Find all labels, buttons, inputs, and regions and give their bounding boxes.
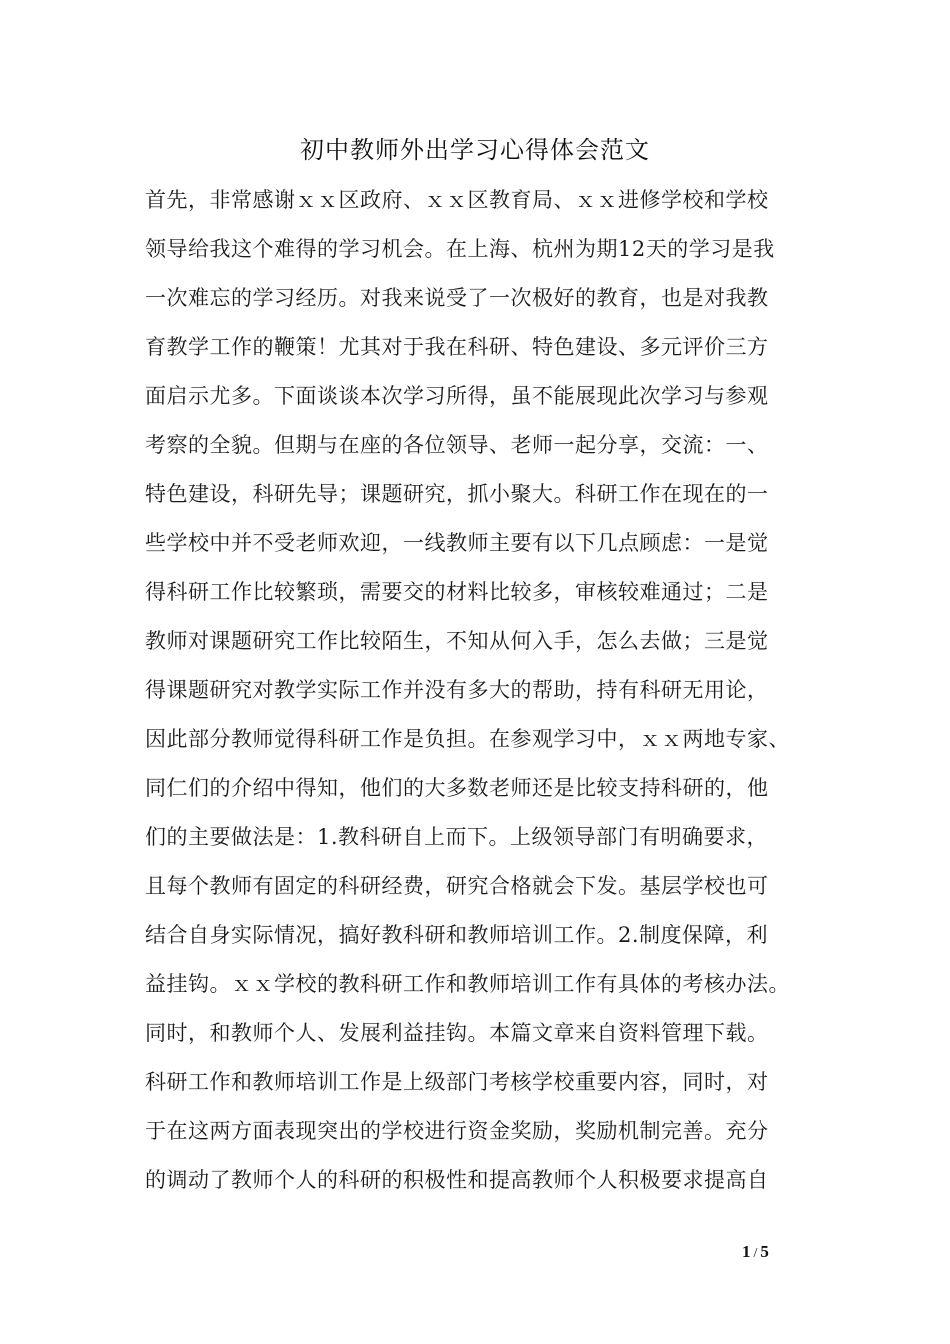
page-number [742, 1240, 769, 1266]
body-line: 们的主要做法是：1.教科研自上而下。上级领导部门有明确要求， [145, 825, 769, 849]
body-line: 且每个教师有固定的科研经费，研究合格就会下发。基层学校也可 [145, 874, 769, 898]
body-line: 领导给我这个难得的学习机会。在上海、杭州为期12天的学习是我 [145, 237, 775, 261]
body-line: 同时，和教师个人、发展利益挂钩。本篇文章来自资料管理下载。 [145, 1021, 769, 1045]
body-line: 科研工作和教师培训工作是上级部门考核学校重要内容，同时，对 [145, 1070, 769, 1094]
body-line: 一次难忘的学习经历。对我来说受了一次极好的教育，也是对我教 [145, 286, 769, 310]
body-line: 面启示尤多。下面谈谈本次学习所得，虽不能展现此次学习与参观 [145, 384, 769, 408]
page-separator: / [753, 1246, 758, 1261]
body-line: 的调动了教师个人的科研的积极性和提高教师个人积极要求提高自 [145, 1168, 769, 1192]
body-line: 益挂钩。ｘｘ学校的教科研工作和教师培训工作有具体的考核办法。 [145, 972, 790, 996]
current-page: 1 [742, 1242, 751, 1261]
body-line: 考察的全貌。但期与在座的各位领导、老师一起分享，交流：一、 [145, 433, 769, 457]
body-line: 同仁们的介绍中得知，他们的大多数老师还是比较支持科研的，他 [145, 776, 769, 800]
body-line: 得课题研究对教学实际工作并没有多大的帮助，持有科研无用论， [145, 678, 769, 702]
body-line: 育教学工作的鞭策！尤其对于我在科研、特色建设、多元评价三方 [145, 335, 769, 359]
body-line: 因此部分教师觉得科研工作是负担。在参观学习中，ｘｘ两地专家、 [145, 727, 790, 751]
document-title: 初中教师外出学习心得体会范文 [300, 136, 650, 164]
body-line: 教师对课题研究工作比较陌生，不知从何入手，怎么去做；三是觉 [145, 629, 769, 653]
body-line: 首先，非常感谢ｘｘ区政府、ｘｘ区教育局、ｘｘ进修学校和学校 [145, 188, 769, 212]
body-line: 结合自身实际情况，搞好教科研和教师培训工作。2.制度保障，利 [145, 923, 769, 947]
body-line: 特色建设，科研先导；课题研究，抓小聚大。科研工作在现在的一 [145, 482, 769, 506]
total-pages: 5 [760, 1242, 769, 1261]
document-body [145, 176, 835, 1205]
body-line: 于在这两方面表现突出的学校进行资金奖励，奖励机制完善。充分 [145, 1119, 769, 1143]
body-line: 些学校中并不受老师欢迎，一线教师主要有以下几点顾虑：一是觉 [145, 531, 769, 555]
body-line: 得科研工作比较繁琐，需要交的材料比较多，审核较难通过；二是 [145, 580, 769, 604]
